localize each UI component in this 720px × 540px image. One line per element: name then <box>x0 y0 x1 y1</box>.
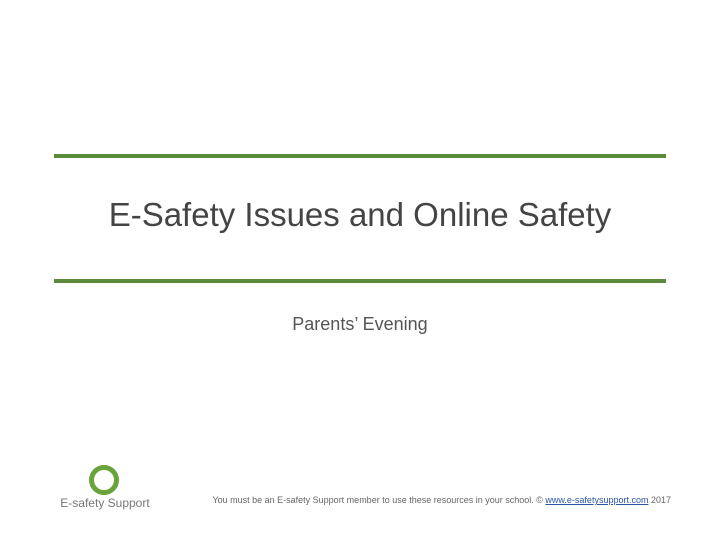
footer-year: 2017 <box>648 495 671 505</box>
bottom-divider <box>54 279 666 283</box>
footer-website-link[interactable]: www.e-safetysupport.com <box>545 495 649 505</box>
logo-text: E-safety Support <box>60 496 150 510</box>
top-divider <box>54 154 666 158</box>
e-safety-support-logo <box>55 462 155 518</box>
slide-title: E-Safety Issues and Online Safety <box>108 196 612 233</box>
footer-notice <box>205 495 671 505</box>
footer-text: You must be an E-safety Support member to use these resources in your school. © <box>212 495 546 505</box>
slide-subtitle: Parents’ Evening <box>292 314 428 334</box>
ring-logo-icon <box>89 465 119 495</box>
